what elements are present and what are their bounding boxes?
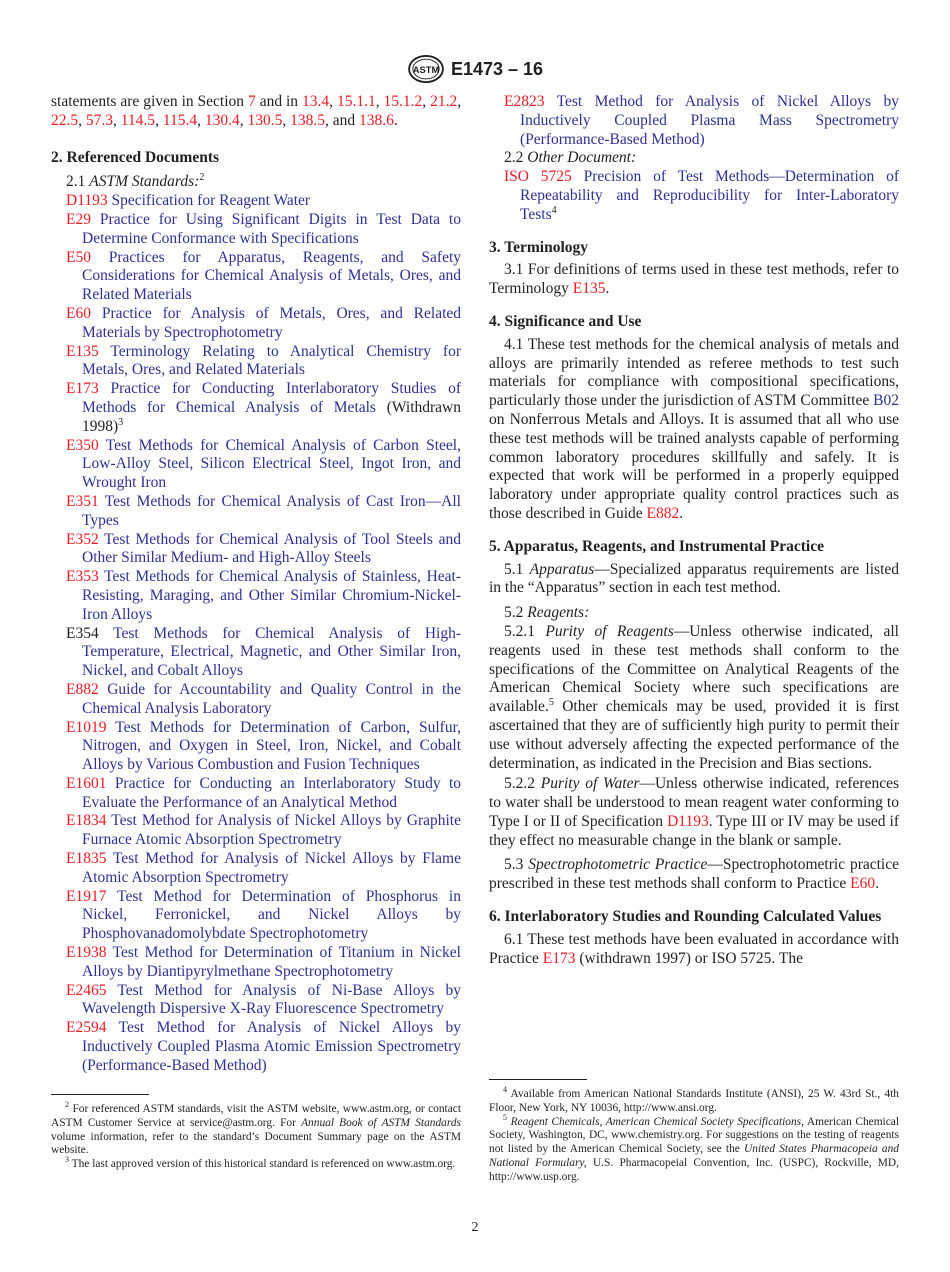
footnotes-right	[489, 1079, 899, 1185]
footnote-divider	[51, 1094, 149, 1095]
footnote-ref: 5	[548, 696, 554, 708]
reference-title-link[interactable]: Practice for Using Significant Digits in Test Data to Determine Conformance with Specifications	[82, 210, 461, 247]
reference-code-link[interactable]: E173	[66, 380, 99, 398]
reference-item	[51, 625, 461, 681]
reference-code-link[interactable]: E1938	[66, 944, 107, 962]
section-link[interactable]: 115.4	[162, 111, 198, 129]
paragraph: 5.1 Apparatus—Specialized apparatus requirements are listed in the “Apparatus” section in each test method.	[489, 560, 900, 597]
reference-item	[51, 531, 461, 569]
page-header	[0, 52, 950, 86]
reference-title-link[interactable]: Specification for Reagent Water	[111, 192, 311, 210]
subsection-heading: 2.1 ASTM Standards:$^2$	[66, 172, 205, 191]
footnotes-left	[51, 1094, 461, 1172]
logo-text: ASTM	[412, 64, 440, 75]
section-link[interactable]: 15.1.2	[383, 93, 423, 110]
reference-item	[51, 380, 461, 436]
reference-code-link[interactable]: E2465	[66, 981, 107, 999]
document-designation: E1473 – 16	[450, 58, 544, 79]
section-link[interactable]: 22.5	[51, 111, 79, 129]
reference-title-link[interactable]: Test Method for Analysis of Nickel Alloys by Graphite Furnace Atomic Absorption Spectrometry	[82, 812, 461, 849]
footnote-ref: 3	[118, 416, 124, 428]
reference-item	[51, 888, 461, 944]
reference-title-link[interactable]: Test Methods for Chemical Analysis of Carbon Steel, Low-Alloy Steel, Silicon Electrical Steel, Ingot Iron, and Wrought Iron	[82, 436, 461, 492]
reference-code-link[interactable]: E60	[66, 304, 91, 322]
footnote-divider	[489, 1079, 587, 1080]
reference-item	[51, 211, 461, 249]
reference-title-link[interactable]: Test Methods for Chemical Analysis of Cast Iron—All Types	[82, 492, 461, 529]
section-link[interactable]: 114.5	[120, 111, 156, 129]
reference-title-link[interactable]: Test Methods for Determination of Carbon, Sulfur, Nitrogen, and Oxygen in Steel, Iron, Nickel, and Cobalt Alloys by Various Combustion and Fusion Techniques	[82, 718, 461, 774]
reference-item	[51, 437, 461, 493]
right-column	[489, 93, 899, 968]
reference-code-link[interactable]: D1193	[667, 812, 709, 830]
reference-title-link[interactable]: Practices for Apparatus, Reagents, and Safety Considerations for Chemical Analysis of Metals, Ores, and Related Materials	[82, 248, 462, 304]
reference-code-link[interactable]: E2823	[504, 93, 545, 110]
reference-title-link[interactable]: Test Method for Determination of Titanium in Nickel Alloys by Diantipyrylmethane Spectrophotometry	[82, 944, 461, 980]
paragraph: 3.1 For definitions of terms used in these test methods, refer to Terminology E135.	[489, 261, 900, 298]
reference-code-link[interactable]: E352	[66, 530, 99, 548]
reference-item	[51, 812, 461, 850]
paragraph: 5.3 Spectrophotometric Practice—Spectrophotometric practice prescribed in these test methods shall conform to Practice E60.	[489, 856, 899, 893]
footnote: $^2$ For referenced ASTM standards, visit the ASTM website, www.astm.org, or contact ASTM Customer Service at service@astm.org. For Annual Book of ASTM Standards volume information, refer to the standard’s Document Summary page on the ASTM website.	[51, 1100, 461, 1157]
reference-title-link[interactable]: Guide for Accountability and Quality Control in the Chemical Analysis Laboratory	[82, 680, 461, 717]
footnote-ref: 4	[551, 204, 557, 216]
paragraph: 5.2.2 Purity of Water—Unless otherwise indicated, references to water shall be understood to mean reagent water conforming to Type I or II of Specification D1193. Type III or IV may be used if they effect no measurable change in the blank or sample.	[489, 775, 900, 849]
section-link[interactable]: 138.6	[359, 111, 394, 129]
reference-code-link[interactable]: E882	[66, 680, 99, 698]
section-heading: 2. Referenced Documents	[51, 148, 220, 166]
reference-item	[51, 850, 461, 888]
reference-code-link[interactable]: E173	[542, 949, 576, 967]
reference-item	[51, 568, 461, 624]
section-heading: 3. Terminology	[489, 238, 589, 256]
footnote: $^3$ The last approved version of this historical standard is referenced on www.astm.org.	[65, 1155, 456, 1171]
reference-title-link[interactable]: Test Method for Analysis of Nickel Alloys by Inductively Coupled Plasma Atomic Emission Spectrometry (Performance-Based Method)	[82, 1019, 461, 1074]
reference-code-link[interactable]: E1601	[66, 774, 107, 792]
reference-title-link[interactable]: Test Method for Analysis of Ni-Base Alloys by Wavelength Dispersive X-Ray Fluorescence Spectrometry	[82, 981, 461, 1018]
section-intro-paragraph: statements are given in Section 7 and in 13.4, 15.1.1, 15.1.2, 21.2, 22.5, 57.3, 114.5, 115.4, 130.4, 130.5, 138.5, and 138.6.	[51, 93, 462, 129]
paragraph: 5.2.1 Purity of Reagents—Unless otherwise indicated, all reagents used in these test methods shall conform to the specifications of the Committee on Analytical Reagents of the American Chemical Society where such specifications are available.$^5$ Other chemicals may be used, provided it is first ascertained that they are of sufficiently high purity to permit their use without adversely affecting the expected performance of the determination, as indicated in the Precision and Bias sections.	[489, 622, 899, 772]
reference-item	[51, 681, 461, 719]
section-link[interactable]: 21.2	[430, 93, 458, 110]
reference-item	[489, 93, 899, 149]
reference-title-link[interactable]: Test Method for Determination of Phosphorus in Nickel, Ferronickel, and Nickel Alloys by Phosphovanadomolybdate Spectrophotometry	[82, 887, 461, 943]
reference-code-link[interactable]: E1834	[66, 812, 107, 830]
paragraph: 5.2 Reagents:	[504, 604, 590, 622]
reference-item	[51, 982, 461, 1020]
reference-title-link[interactable]: Test Method for Analysis of Nickel Alloys by Inductively Coupled Plasma Mass Spectrometry (Performance-Based Method)	[520, 93, 899, 148]
reference-item	[51, 493, 461, 531]
reference-code-link[interactable]: E1835	[66, 850, 107, 868]
reference-list	[51, 192, 461, 1075]
reference-title-link[interactable]: Practice for Conducting an Interlaboratory Study to Evaluate the Performance of an Analytical Method	[82, 774, 461, 811]
subsection-heading: 2.2 Other Document:	[504, 149, 637, 167]
reference-code-link[interactable]: E353	[66, 568, 99, 586]
section-link[interactable]: 13.4	[302, 93, 330, 110]
paragraph: 4.1 These test methods for the chemical analysis of metals and alloys are primarily intended as referee methods to test such materials for compliance with compositional specifications, particularly those under the jurisdiction of ASTM Committee B02 on Nonferrous Metals and Alloys. It is assumed that all who use these test methods will be trained analysts capable of performing common laboratory procedures skillfully and safely. It is expected that work will be performed in a properly equipped laboratory under appropriate quality control practices such as those described in Guide E882.	[489, 335, 899, 522]
reference-title-link[interactable]: Terminology Relating to Analytical Chemistry for Metals, Ores, and Related Materials	[82, 342, 461, 379]
reference-code-link[interactable]: D1193	[66, 192, 108, 210]
reference-title-link[interactable]: Test Methods for Chemical Analysis of High-Temperature, Electrical, Magnetic, and Other Similar Iron, Nickel, and Cobalt Alloys	[82, 624, 461, 680]
reference-item	[51, 305, 461, 343]
page-number: 2	[471, 1220, 479, 1235]
reference-item	[51, 192, 461, 211]
astm-logo-icon	[407, 54, 445, 84]
section-heading: 4. Significance and Use	[489, 312, 642, 330]
reference-item	[51, 719, 461, 775]
reference-code-link[interactable]: E1917	[66, 887, 107, 905]
section-link[interactable]: 7	[248, 93, 256, 110]
reference-item	[51, 249, 461, 305]
reference-code-link[interactable]: E50	[66, 248, 91, 266]
section-link[interactable]: 130.4	[204, 111, 240, 129]
committee-link[interactable]: B02	[873, 392, 899, 410]
reference-code-link[interactable]: E351	[66, 492, 99, 510]
section-heading: 6. Interlaboratory Studies and Rounding Calculated Values	[489, 908, 882, 926]
reference-code-link[interactable]: E135	[66, 342, 99, 360]
reference-item	[51, 775, 461, 813]
reference-title-link[interactable]: Practice for Conducting Interlaboratory Studies of Methods for Chemical Analysis of Metals	[82, 380, 461, 416]
reference-item	[489, 168, 899, 224]
reference-title-link[interactable]: Practice for Analysis of Metals, Ores, and Related Materials by Spectrophotometry	[82, 304, 462, 341]
section-link[interactable]: 15.1.1	[336, 93, 376, 110]
section-link[interactable]: 138.5	[290, 111, 325, 129]
reference-code-link[interactable]: E2594	[66, 1019, 107, 1037]
reference-code-link[interactable]: E135	[572, 280, 606, 298]
reference-code-link[interactable]: E29	[66, 210, 91, 228]
left-column	[51, 93, 461, 1076]
reference-title-link[interactable]: Test Method for Analysis of Nickel Alloys by Flame Atomic Absorption Spectrometry	[82, 850, 461, 886]
section-link[interactable]: 130.5	[247, 111, 283, 129]
paragraph: 6.1 These test methods have been evaluated in accordance with Practice E173 (withdrawn 1997) or ISO 5725. The	[489, 930, 899, 967]
footnote: $^5$ Reagent Chemicals, American Chemical Society Specifications, American Chemical Society, Washington, DC, www.chemistry.org. For suggestions on the testing of reagents not listed by the American Chemical Society, see the United States Pharmacopeia and National Formulary, U.S. Pharmacopeial Convention, Inc. (USPC), Rockville, MD, http://www.usp.org.	[489, 1112, 900, 1183]
reference-code-link[interactable]: E882	[646, 504, 680, 522]
withdrawn-note: (Withdrawn 1998)	[82, 398, 461, 435]
reference-item	[51, 944, 461, 982]
reference-code-link[interactable]: E350	[66, 436, 99, 454]
section-heading: 5. Apparatus, Reagents, and Instrumental Practice	[489, 537, 824, 555]
reference-code-link[interactable]: E1019	[66, 718, 107, 736]
reference-code-link[interactable]: E60	[850, 875, 876, 893]
reference-title-link[interactable]: Precision of Test Methods—Determination of Repeatability and Reproducibility for Inter-Laboratory Tests	[520, 168, 900, 223]
reference-code-link[interactable]: ISO 5725	[504, 168, 572, 186]
reference-title-link[interactable]: Test Methods for Chemical Analysis of Tool Steels and Other Similar Medium- and High-Alloy Steels	[82, 530, 461, 567]
reference-code: E354	[66, 624, 99, 642]
footnote: $^4$ Available from American National Standards Institute (ANSI), 25 W. 43rd St., 4th Floor, New York, NY 10036, http://www.ansi.org.	[489, 1085, 899, 1114]
reference-title-link[interactable]: Test Methods for Chemical Analysis of Stainless, Heat-Resisting, Maraging, and Other Similar Chromium-Nickel-Iron Alloys	[82, 568, 461, 623]
section-link[interactable]: 57.3	[85, 111, 113, 129]
reference-item	[51, 343, 461, 381]
reference-item	[51, 1019, 461, 1075]
